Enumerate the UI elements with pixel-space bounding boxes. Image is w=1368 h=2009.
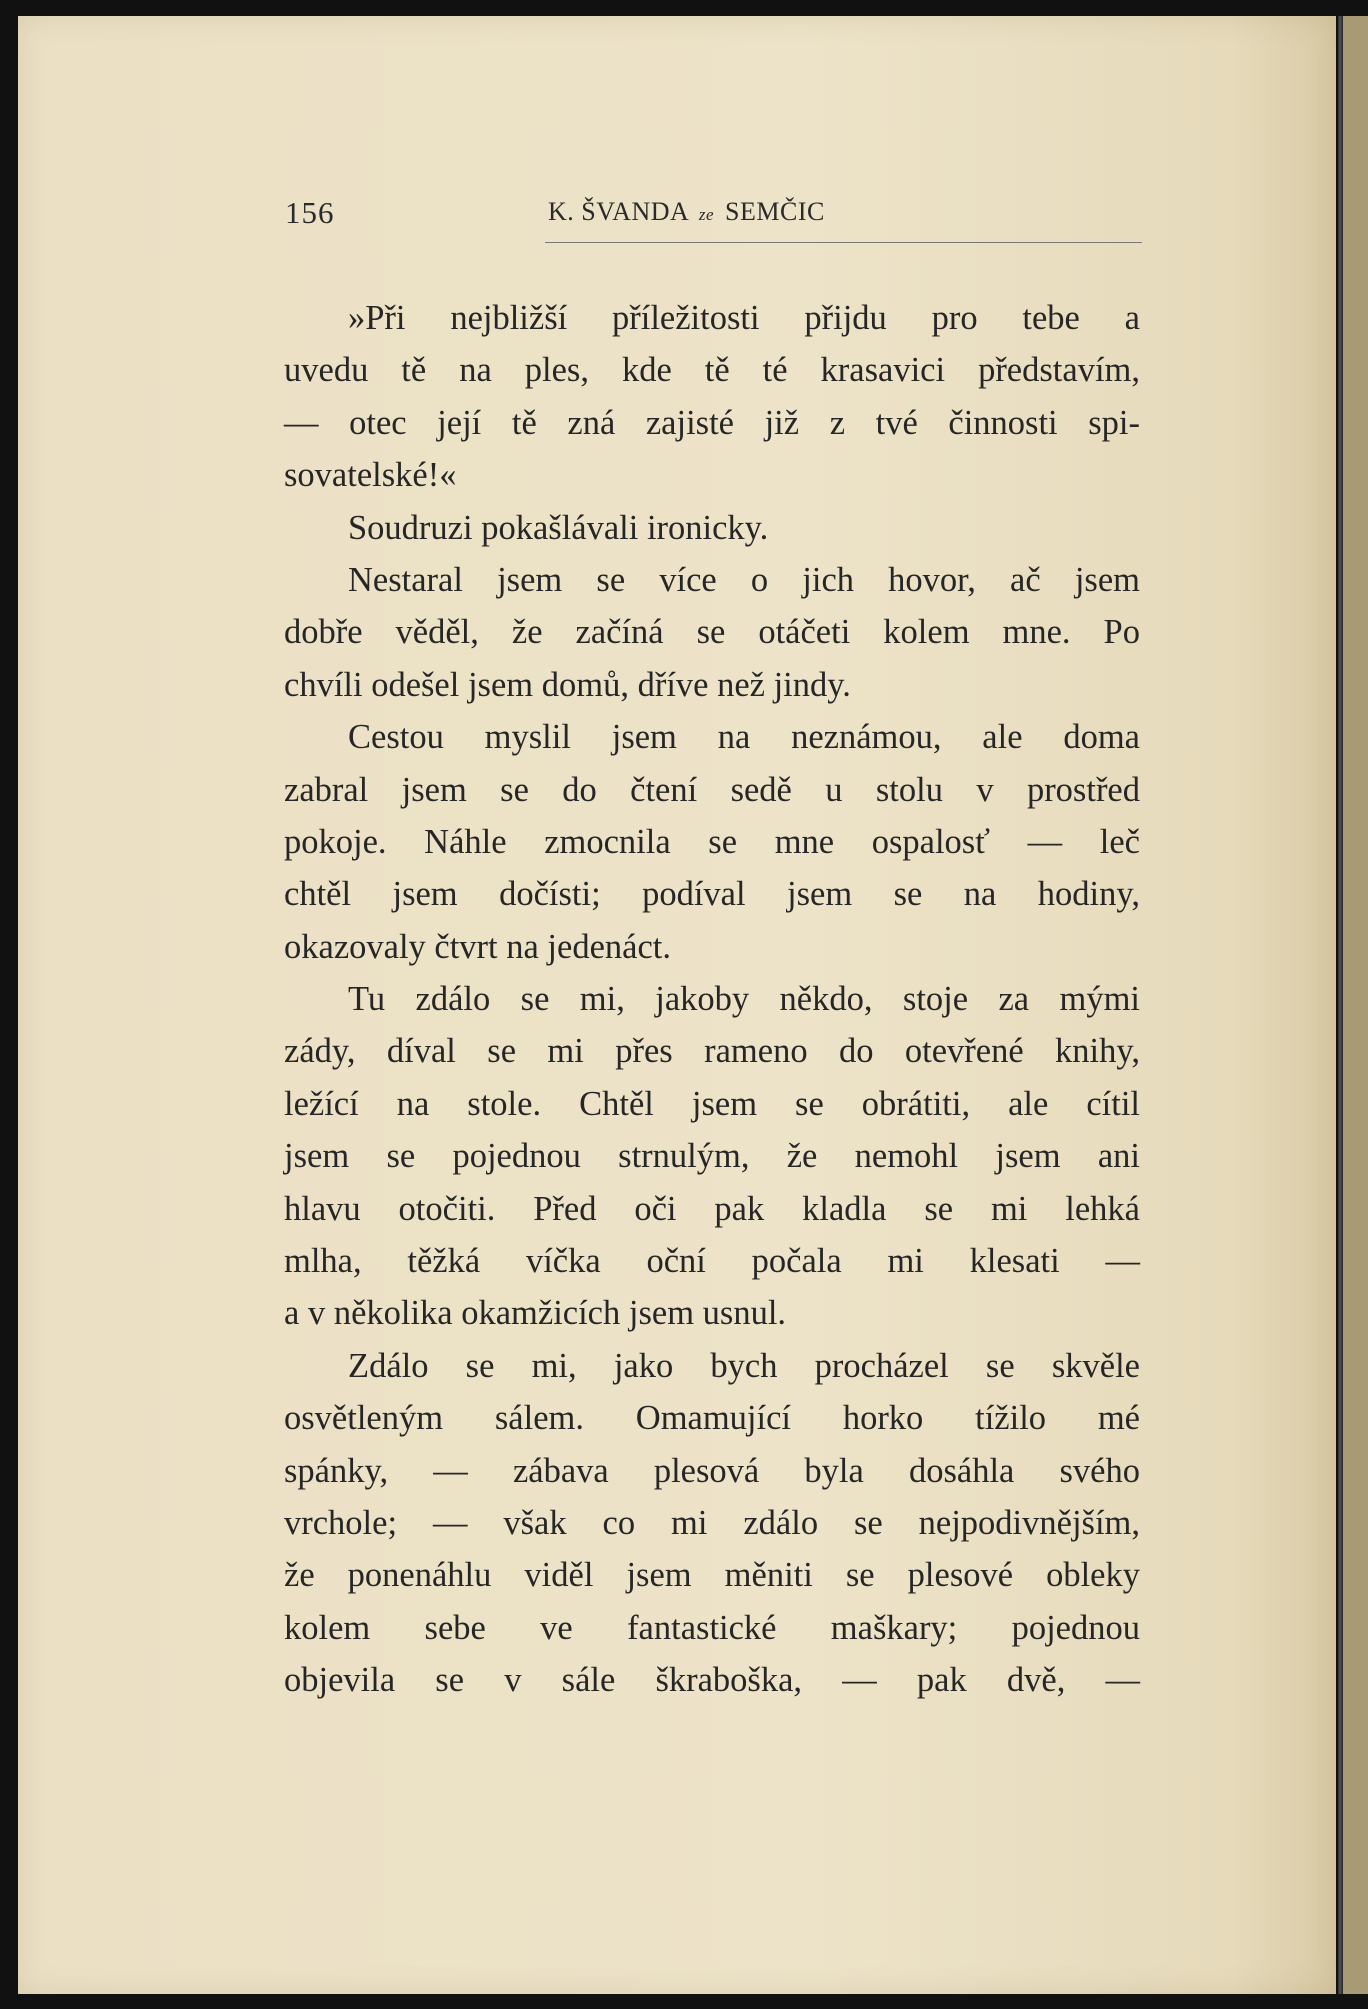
text-line: uvedu tě na ples, kde tě té krasavici představím, [284,351,1140,390]
text-line: chvíli odešel jsem domů, dříve než jindy. [284,665,851,704]
text-line: Tu zdálo se mi, jakoby někdo, stoje za mými [348,980,1140,1019]
running-head-ze: ze [698,205,715,224]
header-rule [545,242,1142,243]
text-line: Nestaral jsem se více o jich hovor, ač jsem [348,560,1140,599]
text-line: zády, díval se mi přes rameno do otevřené knihy, [284,1032,1140,1071]
text-line: mlha, těžká víčka oční počala mi klesati — [284,1242,1140,1281]
text-line: Zdálo se mi, jako bych procházel se skvěle [348,1346,1140,1385]
text-line: ležící na stole. Chtěl jsem se obrátiti, ale cítil [284,1084,1140,1123]
text-line: a v několika okamžicích jsem usnul. [284,1294,787,1333]
text-line: okazovaly čtvrt na jedenáct. [284,927,671,966]
body-text [284,292,1140,1707]
running-head-author: K. ŠVANDA [548,197,688,226]
text-line: hlavu otočiti. Před oči pak kladla se mi lehká [284,1189,1140,1228]
text-line: objevila se v sále škraboška, — pak dvě, — [284,1661,1140,1700]
book-spine [1343,16,1368,1994]
text-line: dobře věděl, že začíná se otáčeti kolem mne. Po [284,613,1140,652]
text-line: Soudruzi pokašlávali ironicky. [348,508,769,547]
page-header [285,195,1142,235]
text-line: spánky, — zábava plesová byla dosáhla svého [284,1451,1140,1490]
text-line: chtěl jsem dočísti; podíval jsem se na hodiny, [284,875,1140,914]
text-line: Cestou myslil jsem na neznámou, ale doma [348,718,1140,757]
running-head [548,197,825,227]
text-line: jsem se pojednou strnulým, že nemohl jsem ani [284,1137,1140,1176]
text-line: vrchole; — však co mi zdálo se nejpodivnějším, [284,1503,1140,1542]
text-line: zabral jsem se do čtení sedě u stolu v prostřed [284,770,1140,809]
text-line: že ponenáhlu viděl jsem měniti se plesové obleky [284,1556,1140,1595]
page-number: 156 [285,195,335,230]
text-line: »Při nejbližší příležitosti přijdu pro tebe a [348,299,1140,337]
running-head-place: SEMČIC [725,197,825,226]
text-line: — otec její tě zná zajisté již z tvé činnosti spi- [284,403,1140,442]
text-line: kolem sebe ve fantastické maškary; pojednou [284,1608,1140,1647]
text-line: osvětleným sálem. Omamující horko tížilo mé [284,1399,1140,1438]
text-line: sovatelské!« [284,456,457,495]
text-line: pokoje. Náhle zmocnila se mne ospalosť — leč [284,822,1140,861]
